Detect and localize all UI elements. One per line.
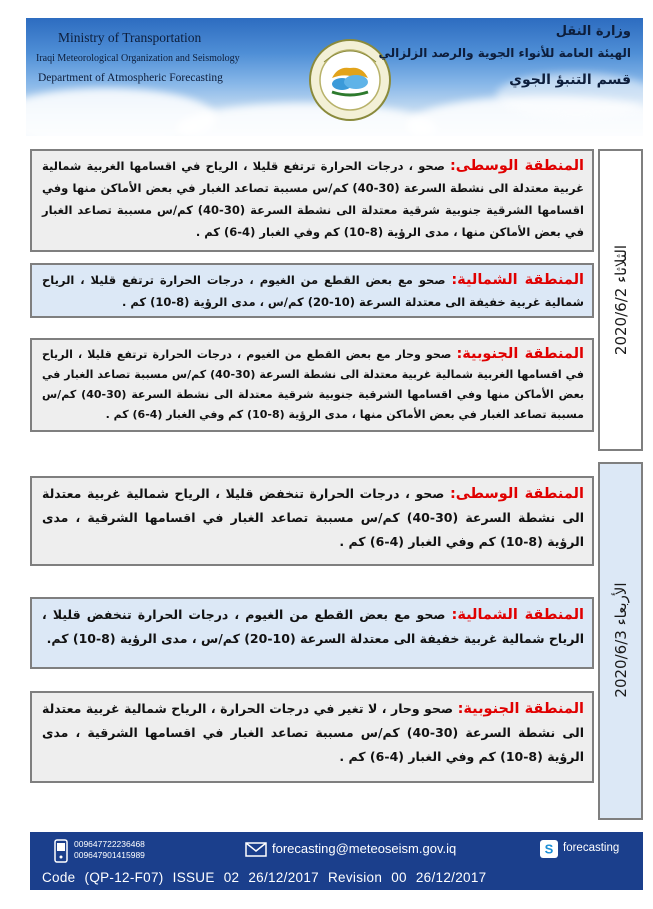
region-label: المنطقة الجنوبية: (457, 701, 584, 717)
header-org-en: Iraqi Meteorological Organization and Seismology (36, 53, 240, 64)
day-label-wednesday: الأربعاء 2020/6/3 (612, 582, 630, 698)
email-icon (245, 842, 267, 857)
forecast-text: صحو مع بعض القطع من الغيوم ، درجات الحرارة تنخفض قليلا ، الرياح شمالية غربية خفيفة الى معتدلة السرعة (10-20) كم/س ، مدى الرؤية (8-10) كم. (42, 607, 584, 646)
document-code-line: Code (QP-12-F07) ISSUE 02 26/12/2017 Revision 00 26/12/2017 (42, 870, 487, 885)
forecast-box-central-day1 (30, 149, 594, 252)
forecast-text: صحو مع بعض القطع من الغيوم ، درجات الحرارة ترتفع قليلا ، الرياح شمالية غربية خفيفة الى معتدلة السرعة (10-20) كم/س ، مدى الرؤية (8-10) كم . (42, 273, 584, 309)
forecast-text: صحو ، درجات الحرارة تنخفض قليلا ، الرياح شمالية غربية معتدلة الى نشطة السرعة (30-40) كم/س مسببة تصاعد الغبار في اقسامها الشرقية ، مدى الرؤية (8-10) كم وفي الغبار (4-6) كم . (42, 486, 584, 549)
region-label: المنطقة الشمالية: (451, 272, 585, 288)
header-org-ar: الهيئة العامة للأنواء الجوية والرصد الزلزالي (378, 46, 631, 60)
forecast-box-south-day1 (30, 338, 594, 432)
phone-number-1[interactable]: 009647722236468 (74, 839, 145, 849)
forecast-text: صحو وحار ، لا تغير في درجات الحرارة ، الرياح شمالية غربية معتدلة الى نشطة السرعة (30-40) كم/س مسببة تصاعد الغبار في اقسامها الشرقية ، مدى الرؤية (8-10) كم وفي الغبار (4-6) كم . (42, 701, 584, 764)
header-banner (26, 18, 643, 136)
forecast-text: صحو ، درجات الحرارة ترتفع قليلا ، الرياح في اقسامها الغربية شمالية غربية معتدلة الى نشطة السرعة (30-40) كم/س مسببة تصاعد الغبار في بعض الأماكن منها وفي اقسامها الشرقية جنوبية شرقية معتدلة الى نشطة السرعة (30-40) كم/س مسببة تصاعد الغبار في بعض الأماكن منها ، مدى الرؤية (8-10) كم وفي الغبار (4-6) كم . (42, 159, 584, 239)
forecast-box-north-day1 (30, 263, 594, 318)
region-label: المنطقة الوسطى: (450, 158, 584, 174)
region-label: المنطقة الشمالية: (451, 607, 584, 623)
phone-number-2[interactable]: 009647901415989 (74, 850, 145, 860)
forecast-box-central-day2 (30, 476, 594, 566)
svg-text:S: S (544, 841, 554, 857)
region-label: المنطقة الوسطى: (449, 486, 584, 502)
footer-bar (30, 832, 643, 890)
header-ministry-en: Ministry of Transportation (58, 30, 202, 45)
day-label-tuesday: الثلاثاء 2020/6/2 (612, 244, 630, 356)
forecast-box-south-day2 (30, 691, 594, 783)
forecast-box-north-day2 (30, 597, 594, 669)
header-dept-en: Department of Atmospheric Forecasting (38, 72, 223, 84)
email-link[interactable]: forecasting@meteoseism.gov.iq (272, 841, 457, 856)
forecast-text: صحو وحار مع بعض القطع من الغيوم ، درجات الحرارة ترتفع قليلا ، الرياح في اقسامها الغربية شمالية غربية معتدلة الى نشطة السرعة (30-40) كم/س مسببة تصاعد الغبار في بعض الأماكن منها وفي اقسامها الشرقية جنوبية شرقية معتدلة الى نشطة السرعة (30-40) كم/س مسببة تصاعد الغبار في بعض الأماكن منها ، مدى الرؤية (8-10) كم وفي الغبار (4-6) كم . (42, 348, 584, 421)
region-label: المنطقة الجنوبية: (456, 346, 585, 362)
header-ministry-ar: وزارة النقل (555, 24, 631, 39)
skype-icon (540, 840, 558, 858)
header-dept-ar: قسم التنبؤ الجوي (509, 72, 631, 88)
skype-handle[interactable]: forecasting (563, 842, 620, 854)
mobile-phone-icon (54, 839, 68, 863)
